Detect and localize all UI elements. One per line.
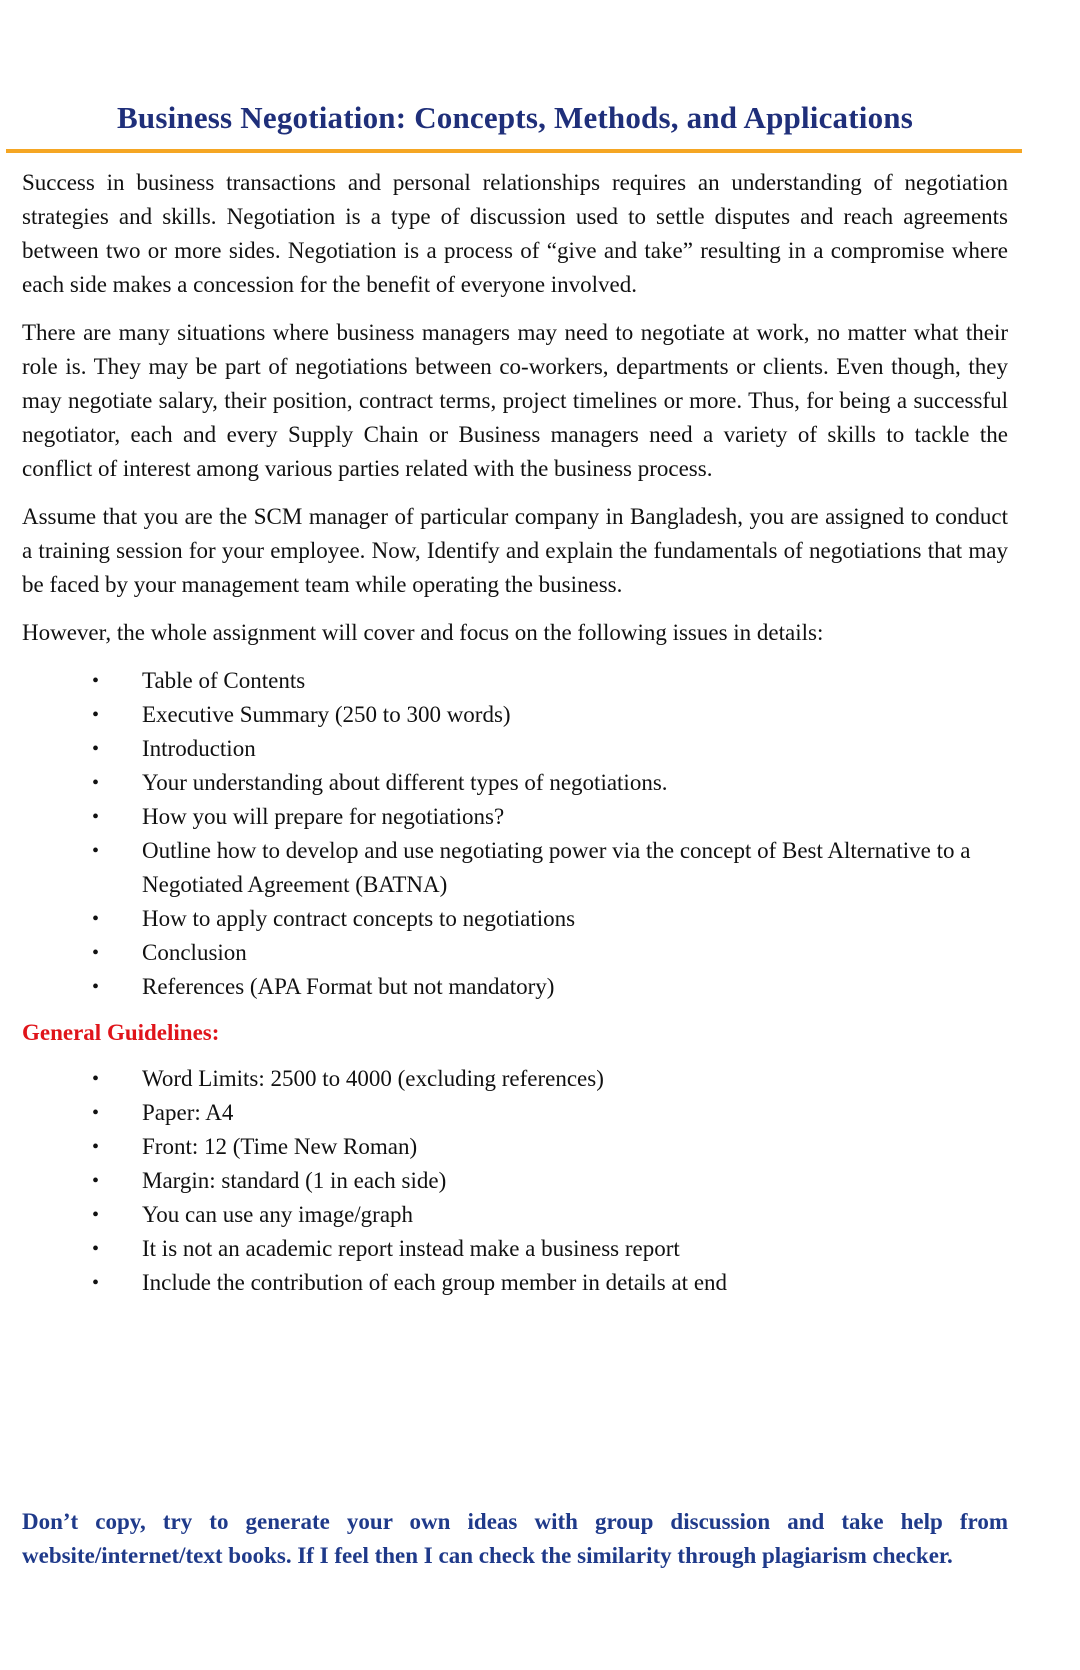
bullet-icon: • [92, 1204, 100, 1226]
guidelines-heading: General Guidelines: [22, 1020, 220, 1045]
list-item: • How to apply contract concepts to negotiations [22, 902, 1008, 936]
page-title: Business Negotiation: Concepts, Methods, and Applications [117, 100, 913, 135]
list-item: • Margin: standard (1 in each side) [22, 1164, 1008, 1198]
guidelines-list [22, 1062, 1008, 1300]
bullet-icon: • [92, 1272, 100, 1294]
list-item: • Executive Summary (250 to 300 words) [22, 698, 1008, 732]
list-item: • Paper: A4 [22, 1096, 1008, 1130]
list-item: • Outline how to develop and use negotiating power via the concept of Best Alternative to a Negotiated Agreement (BATNA) [22, 834, 1008, 902]
intro-paragraph: Success in business transactions and personal relationships requires an understanding of negotiation strategies and skills. Negotiation is a type of discussion used to settle disputes and reach agreements between two or more sides. Negotiation is a process of “give and take” resulting in a compromise where each side makes a concession for the benefit of everyone involved. [22, 170, 1008, 297]
bullet-icon: • [92, 976, 100, 998]
list-item: • Include the contribution of each group member in details at end [22, 1266, 1008, 1300]
bullet-icon: • [92, 1068, 100, 1090]
list-item: • References (APA Format but not mandatory) [22, 970, 1008, 1004]
plagiarism-warning: Don’t copy, try to generate your own ideas with group discussion and take help from website/internet/text books. If I feel then I can check the similarity through plagiarism checker. [22, 1509, 1008, 1568]
bullet-icon: • [92, 704, 100, 726]
bullet-icon: • [92, 1136, 100, 1158]
assignment-topics-list [22, 664, 1008, 1004]
bullet-icon: • [92, 806, 100, 828]
title-underline [6, 149, 1022, 153]
bullet-icon: • [92, 908, 100, 930]
document-body [22, 166, 1008, 1312]
list-item: • Word Limits: 2500 to 4000 (excluding references) [22, 1062, 1008, 1096]
list-item: • Front: 12 (Time New Roman) [22, 1130, 1008, 1164]
list-item: • Table of Contents [22, 664, 1008, 698]
list-item: • It is not an academic report instead make a business report [22, 1232, 1008, 1266]
bullet-icon: • [92, 670, 100, 692]
bullet-icon: • [92, 1170, 100, 1192]
list-item: • Your understanding about different types of negotiations. [22, 766, 1008, 800]
bullet-icon: • [92, 772, 100, 794]
bullet-icon: • [92, 1102, 100, 1124]
list-item: • You can use any image/graph [22, 1198, 1008, 1232]
assignment-paragraph: Assume that you are the SCM manager of particular company in Bangladesh, you are assigned to conduct a training session for your employee. Now, Identify and explain the fundamentals of negotiations that may be faced by your management team while operating the business. [22, 504, 1008, 597]
situations-paragraph: There are many situations where business managers may need to negotiate at work, no matter what their role is. They may be part of negotiations between co-workers, departments or clients. Even though, they may negotiate salary, their position, contract terms, project timelines or more. Thus, for being a successful negotiator, each and every Supply Chain or Business managers need a variety of skills to tackle the conflict of interest among various parties related with the business process. [22, 320, 1008, 481]
coverage-paragraph: However, the whole assignment will cover and focus on the following issues in details: [22, 620, 824, 645]
bullet-icon: • [92, 738, 100, 760]
bullet-icon: • [92, 942, 100, 964]
bullet-icon: • [92, 840, 100, 862]
bullet-icon: • [92, 1238, 100, 1260]
list-item: • Conclusion [22, 936, 1008, 970]
list-item: • How you will prepare for negotiations? [22, 800, 1008, 834]
list-item: • Introduction [22, 732, 1008, 766]
